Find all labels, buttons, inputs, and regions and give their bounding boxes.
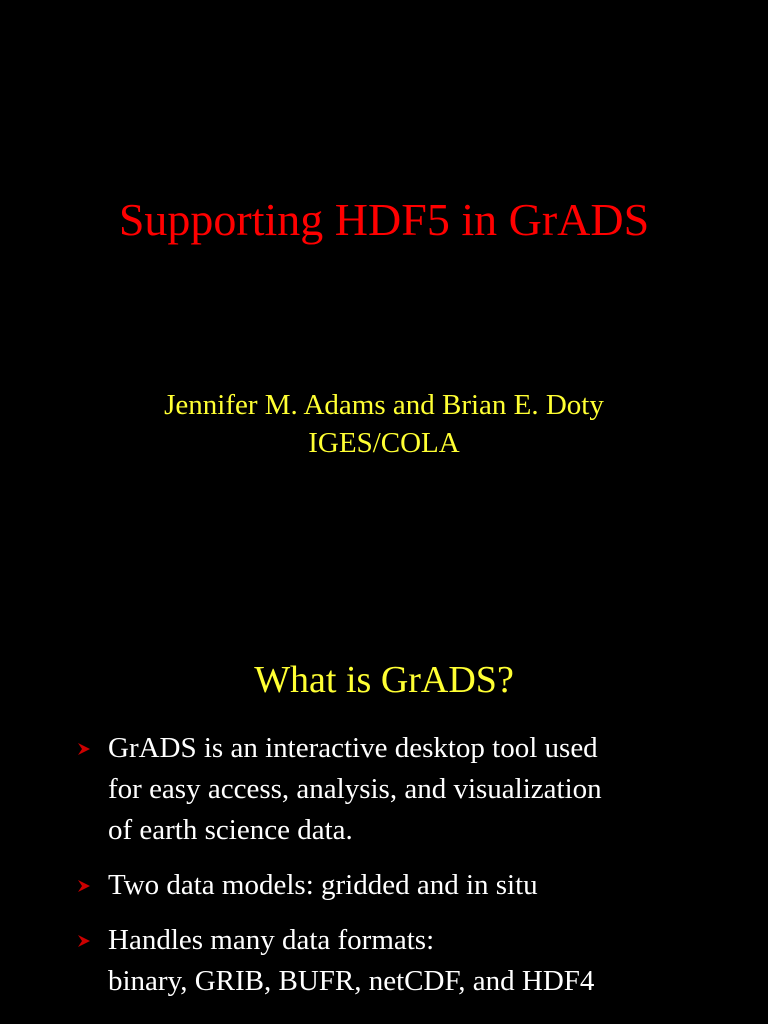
bullet-text-line: of earth science data. bbox=[108, 814, 353, 846]
author-block bbox=[0, 386, 768, 462]
bullet-text-line: Two data models: gridded and in situ bbox=[108, 869, 538, 901]
bullet-list bbox=[78, 728, 738, 1016]
bullet-item bbox=[78, 728, 738, 851]
arrow-right-icon bbox=[78, 743, 90, 755]
slide-title: Supporting HDF5 in GrADS bbox=[118, 194, 650, 245]
bullet-item bbox=[78, 865, 738, 906]
bullet-text-line: GrADS is an interactive desktop tool used bbox=[108, 732, 598, 764]
arrow-right-icon bbox=[78, 880, 90, 892]
author-names: Jennifer M. Adams and Brian E. Doty bbox=[164, 389, 604, 421]
bullet-text-line: for easy access, analysis, and visualization bbox=[108, 773, 602, 805]
bullet-item bbox=[78, 920, 738, 1002]
arrow-right-icon bbox=[78, 935, 90, 947]
bullet-text-line: binary, GRIB, BUFR, netCDF, and HDF4 bbox=[108, 965, 595, 997]
bullet-text-line: Handles many data formats: bbox=[108, 924, 435, 956]
slide-heading: What is GrADS? bbox=[254, 659, 514, 701]
affiliation: IGES/COLA bbox=[308, 427, 460, 459]
